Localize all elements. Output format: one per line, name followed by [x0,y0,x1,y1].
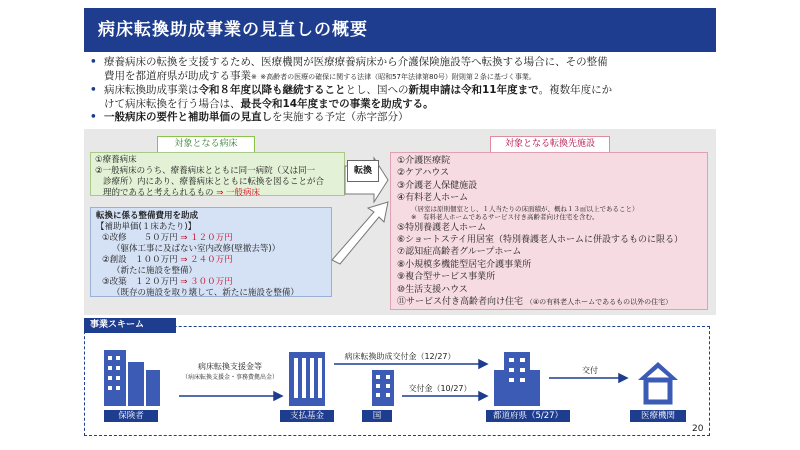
facility-item: ④有料老人ホーム [397,193,469,204]
prefecture-building-icon [494,352,540,406]
flow-label-fund-pref: 病床転換助成交付金（12/27） [344,352,456,361]
bullet-3: • 一般病床の要件と補助単価の見直しを実施する予定（赤字部分） [90,111,720,125]
scheme-tag: 事業スキーム [84,318,176,333]
page-title: 病床転換助成事業の見直しの概要 [84,8,716,52]
flow-label-insurer-fund: 病床転換支援金等 [198,362,262,371]
target-beds-box: ①療養病床 ②一般病床のうち、療養病床とともに同一病院（又は同一 診療所）内にあり、療養病床とともに転換を図ることが合 理的であると考えられるもの ⇒ 一般病床 [90,152,345,196]
clinic-label: 医療機関 [630,410,686,422]
flow-label-pref-clinic: 交付 [582,366,598,375]
facility-item: ②ケアハウス [397,168,450,179]
facility-item: ③介護老人保健施設 [397,180,478,191]
facility-note: （居室は原則個室とし、１人当たりの床面積が、概ね１３㎡以上であること） [411,204,639,213]
insurer-buildings-icon [104,350,160,406]
target-beds-label: 対象となる病床 [157,136,255,153]
fund-label: 支払基金 [280,410,334,422]
clinic-house-icon [638,362,678,402]
subsidy-cost-box: 転換に係る整備費用を助成 【補助単価(１床あたり)】 ①改修 ５０万円 ⇒ １２０万円 （躯体工事に及ばない室内改修(壁撤去等)） ②創設 １００万円 ⇒ ２４０万円 （新たに施設を整備） ③改築 １２０万円 ⇒ ３００万円 （既存の施設を取り壊して、新たに施設を整備） [90,207,332,297]
facility-note: ※ 有料老人ホームであるサービス付き高齢者向け住宅を含む。 [411,213,599,222]
facility-item: ⑩生活支援ハウス [397,284,468,295]
diagonal-arrow-icon [332,202,388,264]
conversion-label: 転換 [347,160,379,182]
insurer-label: 保険者 [104,410,158,422]
page-number: 20 [692,424,704,434]
facility-item: ①介護医療院 [397,156,451,166]
facility-item: ⑪サービス付き高齢者向け住宅 （④の有料老人ホームであるもの以外の住宅） [397,297,673,308]
country-building-icon [372,370,394,406]
facility-item: ⑥ショートステイ用居室（特別養護老人ホームに併設するものに限る） [397,235,683,246]
flow-label-country-pref: 交付金（10/27） [408,384,472,393]
footnote: ※高齢者の医療の確保に関する法律（昭和57年法律第80号）附則第２条に基づく事業。 [260,72,536,81]
facility-item: ⑧小規模多機能型居宅介護事業所 [397,259,532,270]
facility-item: ⑤特別養護老人ホーム [397,222,487,233]
target-facilities-box [390,152,708,310]
bullet-2: • 病床転換助成事業は令和８年度以降も継続することとし、国への新規申請は令和11年度まで。複数年度にか けて病床転換を行う場合は、最長令和14年度までの事業を助成する。 [90,84,720,111]
summary-bullets [90,56,720,125]
country-label: 国 [362,410,392,422]
bullet-1: • 療養病床の転換を支援するため、医療機関が医療療養病床から介護保険施設等へ転換する場合に、その整備 費用を都道府県が助成する事業※ ※高齢者の医療の確保に関する法律（昭和57年法律第80号）附則第２条に基づく事業。 [90,56,720,84]
target-facilities-label: 対象となる転換先施設 [490,136,610,153]
flow-sublabel-insurer-fund: （病床転換支援金・事務費拠出金） [181,374,278,381]
facility-item: ⑨複合型サービス事業所 [397,272,496,283]
facility-item: ⑦認知症高齢者グループホーム [397,247,522,258]
prefecture-label: 都道府県（5/27） [486,410,570,422]
